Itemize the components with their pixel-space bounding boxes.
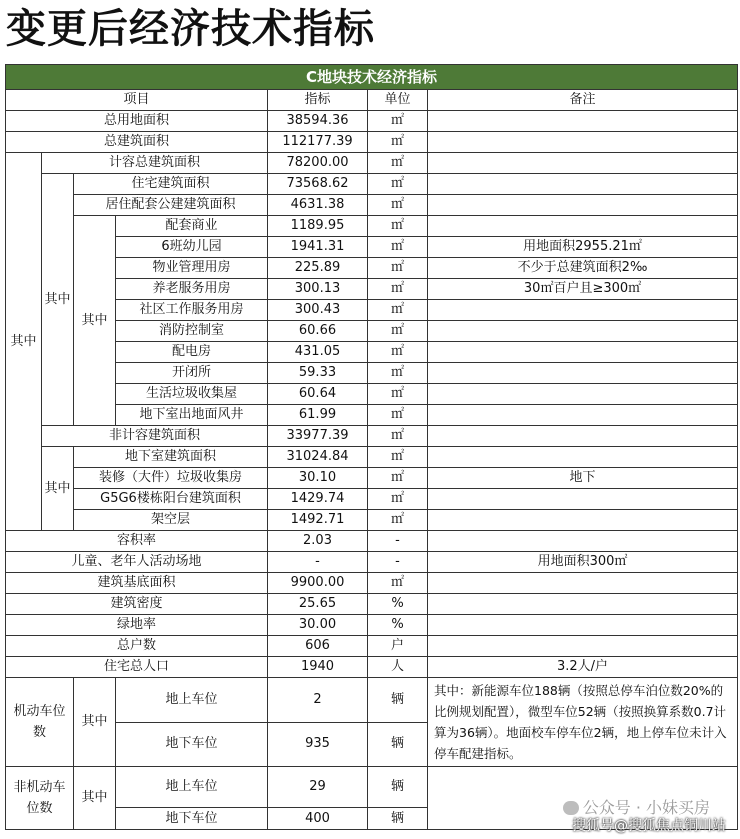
row-note xyxy=(428,636,738,657)
row-note: 地下 xyxy=(428,468,738,489)
row-note xyxy=(428,489,738,510)
row-unit: ㎡ xyxy=(368,216,428,237)
row-item: G5G6楼栋阳台建筑面积 xyxy=(74,489,268,510)
row-value: 606 xyxy=(268,636,368,657)
economic-indicator-table xyxy=(5,64,738,830)
row-unit: ㎡ xyxy=(368,174,428,195)
row-unit: % xyxy=(368,615,428,636)
group-label-non-far: 其中 xyxy=(42,447,74,531)
row-unit: 辆 xyxy=(368,767,428,808)
row-value: 225.89 xyxy=(268,258,368,279)
row-value: 38594.36 xyxy=(268,111,368,132)
row-item: 消防控制室 xyxy=(116,321,268,342)
table-row xyxy=(6,384,738,405)
row-unit: ㎡ xyxy=(368,111,428,132)
row-item: 居住配套公建建筑面积 xyxy=(74,195,268,216)
table-row xyxy=(6,657,738,678)
table-row xyxy=(6,531,738,552)
row-note: 30㎡百户且≥300㎡ xyxy=(428,279,738,300)
group-label-motor-sub: 其中 xyxy=(74,678,116,767)
row-value: 78200.00 xyxy=(268,153,368,174)
row-value: 59.33 xyxy=(268,363,368,384)
table-row xyxy=(6,678,738,723)
row-item: 总建筑面积 xyxy=(6,132,268,153)
row-unit: ㎡ xyxy=(368,153,428,174)
row-unit: ㎡ xyxy=(368,447,428,468)
row-note xyxy=(428,321,738,342)
table-row xyxy=(6,636,738,657)
row-value: - xyxy=(268,552,368,573)
table-row xyxy=(6,111,738,132)
table-row xyxy=(6,468,738,489)
row-value: 2 xyxy=(268,678,368,723)
group-label-nonmotor: 非机动车位数 xyxy=(6,767,74,830)
row-value: 935 xyxy=(268,722,368,767)
row-value: 60.64 xyxy=(268,384,368,405)
row-item: 开闭所 xyxy=(116,363,268,384)
table-row xyxy=(6,426,738,447)
table-row xyxy=(6,195,738,216)
row-note: 用地面积300㎡ xyxy=(428,552,738,573)
header-item: 项目 xyxy=(6,90,268,111)
table-title-row xyxy=(6,65,738,90)
table-row xyxy=(6,510,738,531)
group-label-motor: 机动车位数 xyxy=(6,678,74,767)
row-value: 1940 xyxy=(268,657,368,678)
row-unit: ㎡ xyxy=(368,342,428,363)
row-value: 73568.62 xyxy=(268,174,368,195)
row-item: 地下室出地面风井 xyxy=(116,405,268,426)
row-value: 1429.74 xyxy=(268,489,368,510)
row-item: 住宅建筑面积 xyxy=(74,174,268,195)
row-note xyxy=(428,111,738,132)
row-unit: 辆 xyxy=(368,678,428,723)
page-title: 变更后经济技术指标 xyxy=(6,6,375,52)
table-row xyxy=(6,321,738,342)
row-unit: ㎡ xyxy=(368,510,428,531)
row-item: 地上车位 xyxy=(116,767,268,808)
row-unit: 人 xyxy=(368,657,428,678)
row-note xyxy=(428,132,738,153)
row-item: 计容总建筑面积 xyxy=(42,153,268,174)
row-item: 配套商业 xyxy=(116,216,268,237)
row-item: 社区工作服务用房 xyxy=(116,300,268,321)
row-item: 总户数 xyxy=(6,636,268,657)
row-unit: ㎡ xyxy=(368,321,428,342)
row-note xyxy=(428,195,738,216)
row-value: 30.00 xyxy=(268,615,368,636)
table-row xyxy=(6,216,738,237)
row-item: 非计容建筑面积 xyxy=(42,426,268,447)
row-value: 400 xyxy=(268,808,368,830)
row-item: 儿童、老年人活动场地 xyxy=(6,552,268,573)
row-note xyxy=(428,615,738,636)
row-note xyxy=(428,531,738,552)
table-row xyxy=(6,174,738,195)
table-row xyxy=(6,237,738,258)
row-value: 4631.38 xyxy=(268,195,368,216)
group-label-outer: 其中 xyxy=(6,153,42,531)
table-row xyxy=(6,405,738,426)
row-value: 29 xyxy=(268,767,368,808)
row-unit: ㎡ xyxy=(368,405,428,426)
row-unit: - xyxy=(368,531,428,552)
row-unit: ㎡ xyxy=(368,489,428,510)
table-row xyxy=(6,615,738,636)
group-label-nonmotor-sub: 其中 xyxy=(74,767,116,830)
row-note xyxy=(428,153,738,174)
row-item: 总用地面积 xyxy=(6,111,268,132)
row-note xyxy=(428,342,738,363)
row-note: 用地面积2955.21㎡ xyxy=(428,237,738,258)
row-item: 生活垃圾收集屋 xyxy=(116,384,268,405)
row-value: 1189.95 xyxy=(268,216,368,237)
row-unit: ㎡ xyxy=(368,468,428,489)
row-value: 1941.31 xyxy=(268,237,368,258)
row-item: 架空层 xyxy=(74,510,268,531)
row-item: 配电房 xyxy=(116,342,268,363)
row-item: 建筑基底面积 xyxy=(6,573,268,594)
row-value: 300.43 xyxy=(268,300,368,321)
group-label-far: 其中 xyxy=(42,174,74,426)
row-item: 地下车位 xyxy=(116,722,268,767)
row-unit: 辆 xyxy=(368,808,428,830)
row-unit: - xyxy=(368,552,428,573)
table-row xyxy=(6,489,738,510)
row-note xyxy=(428,216,738,237)
table-row xyxy=(6,132,738,153)
row-value: 25.65 xyxy=(268,594,368,615)
row-unit: 辆 xyxy=(368,722,428,767)
row-item: 养老服务用房 xyxy=(116,279,268,300)
row-item: 绿地率 xyxy=(6,615,268,636)
table-row xyxy=(6,279,738,300)
header-unit: 单位 xyxy=(368,90,428,111)
row-note xyxy=(428,447,738,468)
row-note xyxy=(428,384,738,405)
table-row xyxy=(6,573,738,594)
row-note xyxy=(428,300,738,321)
row-unit: ㎡ xyxy=(368,195,428,216)
row-unit: ㎡ xyxy=(368,258,428,279)
row-unit: ㎡ xyxy=(368,237,428,258)
row-unit: ㎡ xyxy=(368,300,428,321)
row-value: 1492.71 xyxy=(268,510,368,531)
header-row xyxy=(6,90,738,111)
table-title: C地块技术经济指标 xyxy=(6,65,738,90)
row-note xyxy=(428,405,738,426)
table-row xyxy=(6,258,738,279)
watermark-text-1: 公众号 · 小妹买房 xyxy=(582,798,710,817)
group-label-facilities: 其中 xyxy=(74,216,116,426)
row-note xyxy=(428,426,738,447)
wechat-icon xyxy=(563,801,579,815)
table-row xyxy=(6,153,738,174)
row-note xyxy=(428,174,738,195)
row-value: 431.05 xyxy=(268,342,368,363)
header-note: 备注 xyxy=(428,90,738,111)
row-item: 地下车位 xyxy=(116,808,268,830)
row-note xyxy=(428,510,738,531)
table-row xyxy=(6,552,738,573)
row-unit: ㎡ xyxy=(368,426,428,447)
row-value: 61.99 xyxy=(268,405,368,426)
row-note: 不少于总建筑面积2‰ xyxy=(428,258,738,279)
row-value: 31024.84 xyxy=(268,447,368,468)
row-item: 建筑密度 xyxy=(6,594,268,615)
table-row xyxy=(6,300,738,321)
row-item: 住宅总人口 xyxy=(6,657,268,678)
table-row xyxy=(6,594,738,615)
row-note xyxy=(428,594,738,615)
row-value: 112177.39 xyxy=(268,132,368,153)
row-item: 容积率 xyxy=(6,531,268,552)
row-note xyxy=(428,363,738,384)
row-unit: ㎡ xyxy=(368,279,428,300)
row-note: 3.2人/户 xyxy=(428,657,738,678)
row-value: 9900.00 xyxy=(268,573,368,594)
row-value: 300.13 xyxy=(268,279,368,300)
row-item: 物业管理用房 xyxy=(116,258,268,279)
row-unit: ㎡ xyxy=(368,384,428,405)
row-unit: ㎡ xyxy=(368,573,428,594)
row-unit: ㎡ xyxy=(368,132,428,153)
row-item: 装修（大件）垃圾收集房 xyxy=(74,468,268,489)
row-unit: 户 xyxy=(368,636,428,657)
row-value: 30.10 xyxy=(268,468,368,489)
table-row xyxy=(6,342,738,363)
table-row xyxy=(6,447,738,468)
row-item: 地上车位 xyxy=(116,678,268,723)
row-unit: ㎡ xyxy=(368,363,428,384)
parking-note: 其中：新能源车位188辆（按照总停车泊位数20%的比例规划配置），微型车位52辆（按照换算系数0.7计算为36辆）。地面校车停车位2辆，地上停车位未计入停车配建指标。 xyxy=(428,678,738,767)
header-value: 指标 xyxy=(268,90,368,111)
row-note xyxy=(428,573,738,594)
row-value: 60.66 xyxy=(268,321,368,342)
row-value: 2.03 xyxy=(268,531,368,552)
table-row xyxy=(6,363,738,384)
row-item: 地下室建筑面积 xyxy=(74,447,268,468)
watermark-sohu: 搜狐号@搜狐焦点铜川站 xyxy=(572,818,726,834)
row-value: 33977.39 xyxy=(268,426,368,447)
row-unit: % xyxy=(368,594,428,615)
row-item: 6班幼儿园 xyxy=(116,237,268,258)
